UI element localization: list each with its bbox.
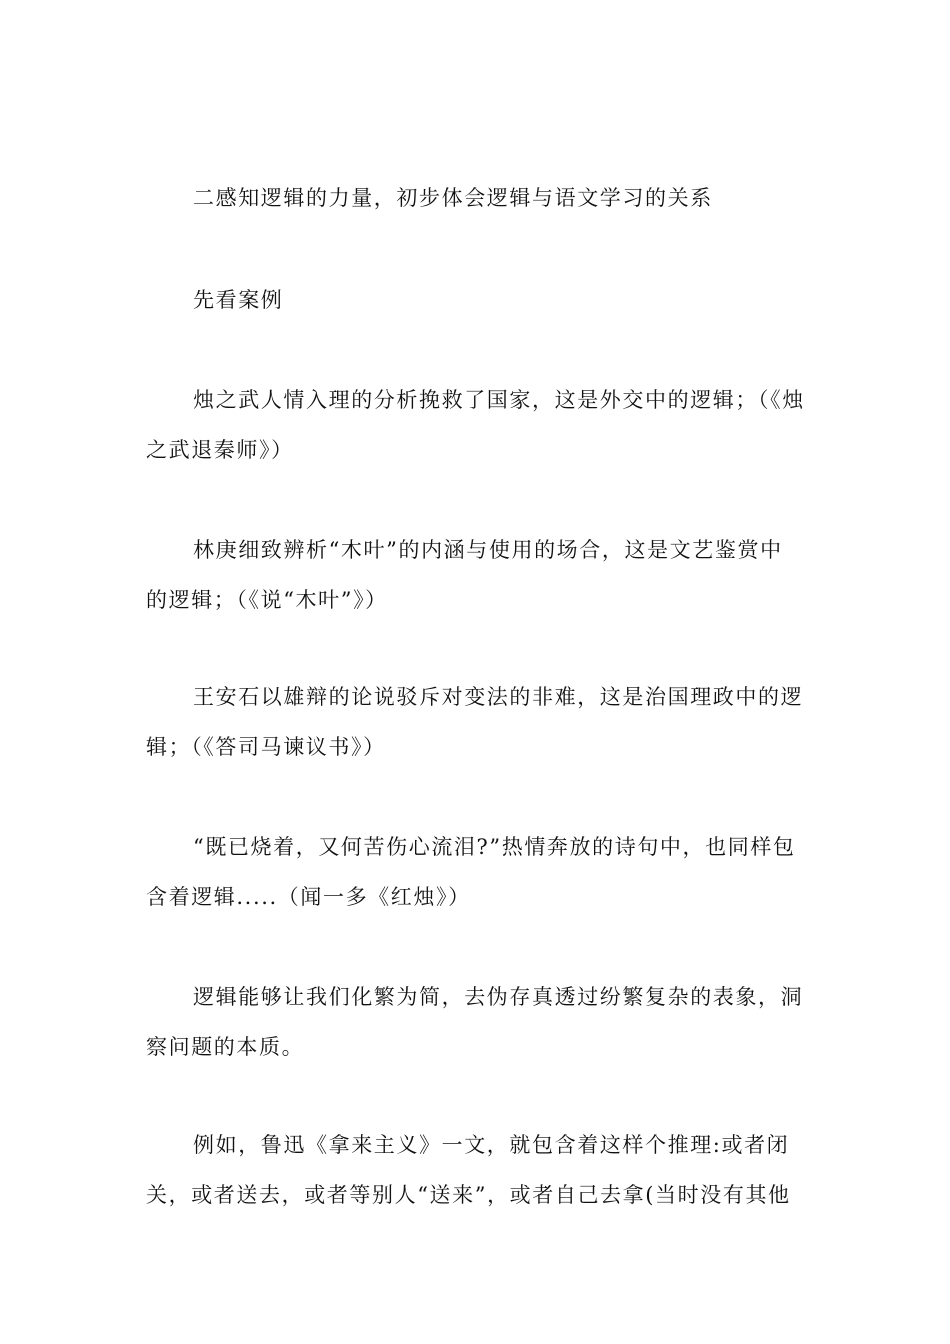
paragraph-example-nalai <box>146 1120 806 1220</box>
text-line: 含着逻辑.....（闻一多《红烛》） <box>146 885 471 909</box>
paragraph-example-zhuzhiwu <box>146 375 806 475</box>
paragraph-example-muye <box>146 525 806 625</box>
text-line: 二感知逻辑的力量，初步体会逻辑与语文学习的关系 <box>193 186 713 210</box>
text-line: 之武退秦师》） <box>146 438 294 462</box>
text-line: 辑；（《答司马谏议书》） <box>146 735 386 759</box>
text-line: 的逻辑；（《说“木叶”》） <box>146 588 388 612</box>
text-line: “既已烧着，又何苦伤心流泪?”热情奔放的诗句中，也同样包 <box>193 835 796 859</box>
paragraph-example-wanganshi <box>146 672 806 772</box>
text-line: 关，或者送去，或者等别人“送来”，或者自己去拿(当时没有其他 <box>146 1183 791 1207</box>
text-line: 林庚细致辨析“木叶”的内涵与使用的场合，这是文艺鉴赏中 <box>193 538 783 562</box>
text-line: 烛之武人情入理的分析挽救了国家，这是外交中的逻辑；（《烛 <box>193 388 805 412</box>
text-line: 逻辑能够让我们化繁为简，去伪存真透过纷繁复杂的表象，洞 <box>193 985 804 1009</box>
paragraph-logic-value <box>146 972 806 1072</box>
paragraph-example-hongzhu <box>146 822 806 922</box>
text-line: 例如，鲁迅《拿来主义》一文，就包含着这样个推理:或者闭 <box>193 1133 790 1157</box>
section-heading <box>146 173 806 223</box>
text-line: 王安石以雄辩的论说驳斥对变法的非难，这是治国理政中的逻 <box>193 685 804 709</box>
text-line: 先看案例 <box>193 288 284 312</box>
paragraph-intro <box>146 275 806 325</box>
text-line: 察问题的本质。 <box>146 1035 305 1059</box>
